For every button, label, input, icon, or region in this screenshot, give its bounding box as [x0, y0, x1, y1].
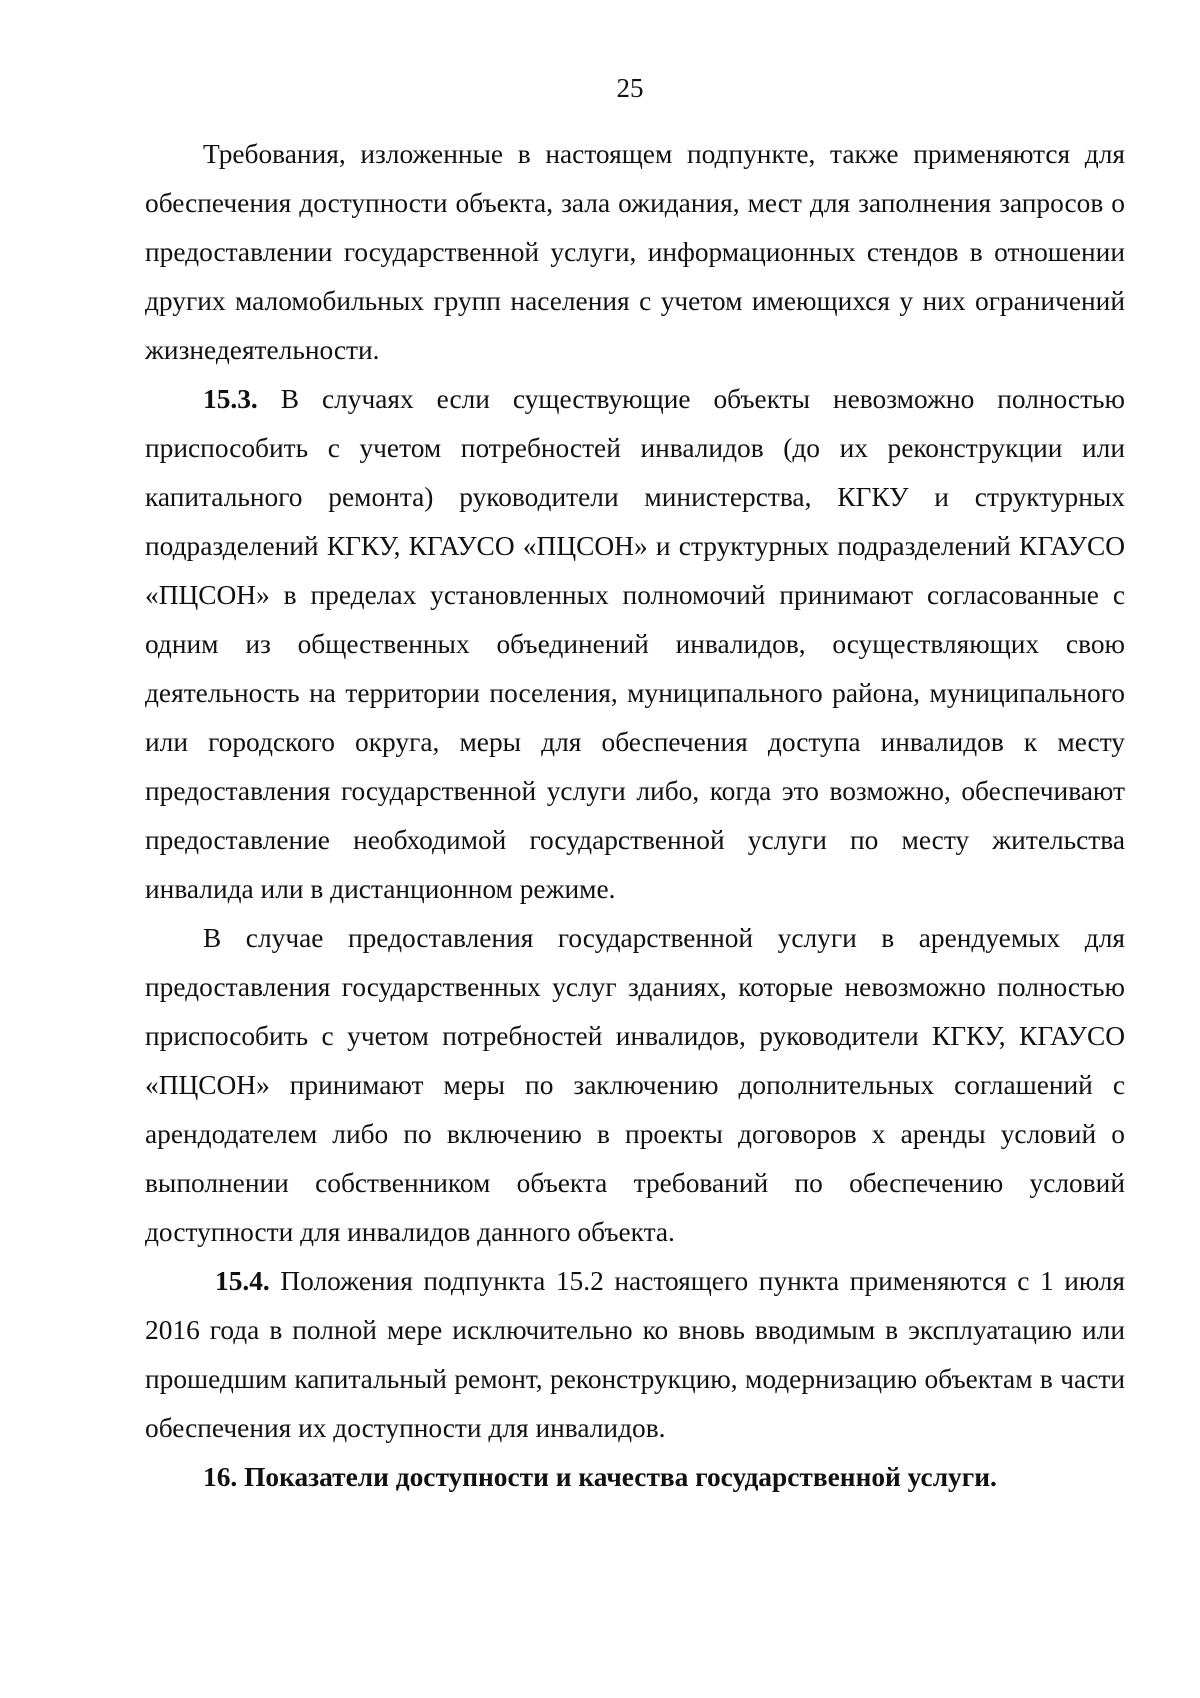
paragraph-text: В случае предоставления государственной услуги в арендуемых для предоставления государственных услуг зданиях, которые невозможно полностью приспособить с учетом потребностей инвалидов, руководители КГКУ, КГАУСО «ПЦСОН» принимают меры по заключению дополнительных соглашений с арендодателем либо по включению в проекты договоров х аренды условий о выполнении собственником объекта требований по обеспечению условий доступности для инвалидов данного объекта.	[145, 923, 1125, 1247]
paragraph-15-3	[145, 375, 1125, 914]
page-number: 25	[616, 73, 644, 103]
paragraph-text: В случаях если существующие объекты невозможно полностью приспособить с учетом потребностей инвалидов (до их реконструкции или капитального ремонта) руководители министерства, КГКУ и структурных подразделений КГКУ, КГАУСО «ПЦСОН» и структурных подразделений КГАУСО «ПЦСОН» в пределах установленных полномочий принимают согласованные с одним из общественных объединений инвалидов, осуществляющих свою деятельность на территории поселения, муниципального района, муниципального или городского округа, меры для обеспечения доступа инвалидов к месту предоставления государственной услуги либо, когда это возможно, обеспечивают предоставление необходимой государственной услуги по месту жительства инвалида или в дистанционном режиме.	[145, 384, 1126, 904]
paragraph-number: 15.3.	[203, 384, 258, 414]
section-heading: 16. Показатели доступности и качества государственной услуги.	[203, 1462, 997, 1492]
paragraph-number: 15.4.	[215, 1266, 270, 1296]
paragraph-leased-buildings	[145, 914, 1125, 1257]
document-body	[145, 130, 1125, 1502]
paragraph-text: Положения подпункта 15.2 настоящего пункта применяются с 1 июля 2016 года в полной мере исключительно ко вновь вводимым в эксплуатацию или прошедшим капитальный ремонт, реконструкцию, модернизацию объектам в части обеспечения их доступности для инвалидов.	[145, 1266, 1125, 1443]
paragraph-accessibility-requirements	[145, 130, 1125, 375]
paragraph-15-4	[145, 1257, 1125, 1453]
paragraph-text: Требования, изложенные в настоящем подпункте, также применяются для обеспечения доступности объекта, зала ожидания, мест для заполнения запросов о предоставлении государственной услуги, информационных стендов в отношении других маломобильных групп населения с учетом имеющихся у них ограничений жизнедеятельности.	[145, 139, 1125, 365]
